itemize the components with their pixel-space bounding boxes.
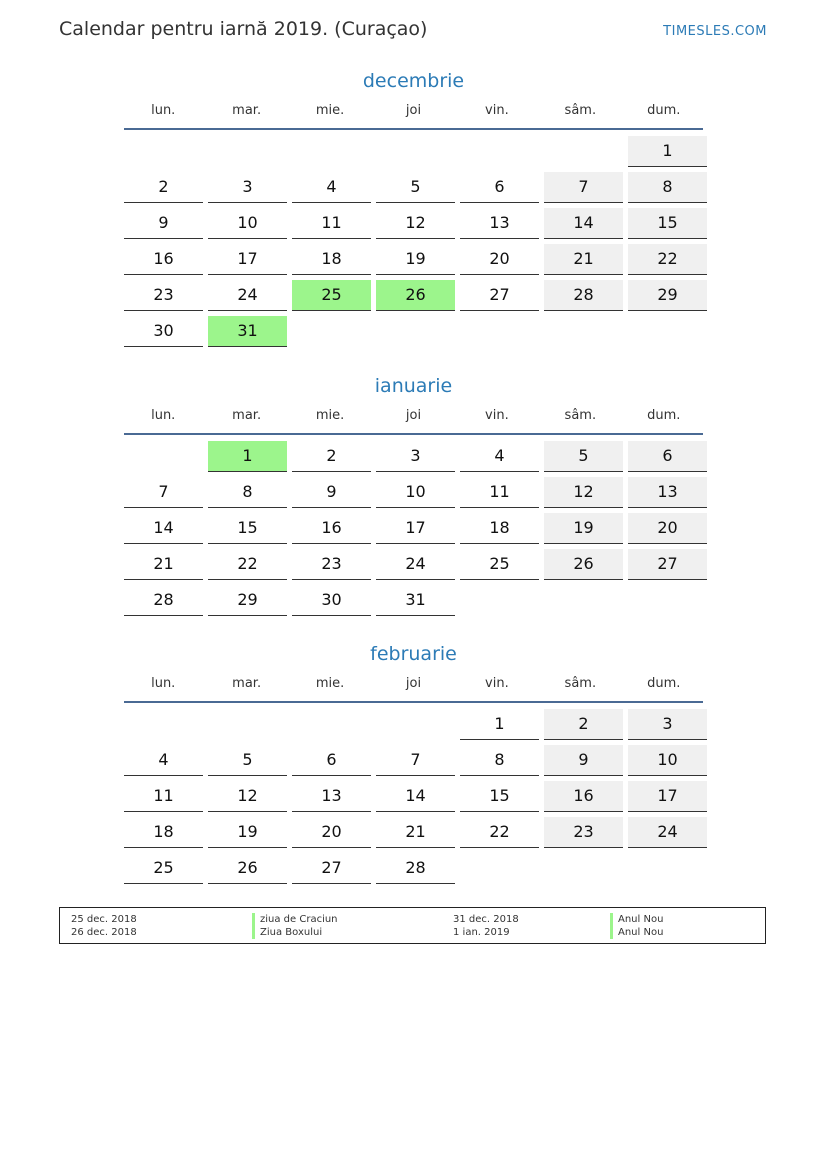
day-number: 19 [376, 244, 455, 275]
legend-date: 1 ian. 2019 [453, 927, 510, 938]
weekday-label: mie. [315, 676, 345, 691]
legend-holiday-name: Anul Nou [610, 913, 663, 926]
day-number: 8 [628, 172, 707, 203]
day-number: 19 [544, 513, 623, 544]
day-cell [628, 510, 707, 546]
day-number: 1 [628, 136, 707, 167]
day-cell [376, 582, 455, 618]
day-cell [376, 169, 455, 205]
weekday-label: vin. [485, 408, 509, 423]
day-number: 10 [208, 208, 287, 239]
day-cell [292, 241, 371, 277]
day-number: 13 [628, 477, 707, 508]
empty-cell [376, 133, 455, 169]
day-cell [460, 510, 539, 546]
day-number: 29 [628, 280, 707, 311]
day-number: 8 [460, 745, 539, 776]
day-number: 14 [376, 781, 455, 812]
empty-cell [292, 133, 371, 169]
day-cell [292, 510, 371, 546]
day-cell [628, 778, 707, 814]
holiday-day: 31 [208, 316, 287, 347]
day-number: 9 [124, 208, 203, 239]
day-number: 9 [544, 745, 623, 776]
day-cell [460, 438, 539, 474]
day-number: 12 [376, 208, 455, 239]
day-number: 15 [628, 208, 707, 239]
day-cell [544, 438, 623, 474]
day-cell [292, 546, 371, 582]
day-cell [460, 546, 539, 582]
legend-holiday-name: Ziua Boxului [252, 926, 322, 939]
day-cell [124, 582, 203, 618]
day-number: 6 [292, 745, 371, 776]
empty-cell [544, 133, 623, 169]
day-cell [124, 313, 203, 349]
day-number: 13 [460, 208, 539, 239]
day-cell [544, 510, 623, 546]
day-cell [460, 706, 539, 742]
day-cell [292, 438, 371, 474]
day-number: 9 [292, 477, 371, 508]
weekday-label: mar. [232, 103, 262, 118]
weekday-header [124, 671, 703, 703]
day-cell [292, 474, 371, 510]
month-december [124, 68, 703, 349]
day-cell [208, 850, 287, 886]
weekday-label: dum. [647, 676, 681, 691]
day-cell [208, 438, 287, 474]
day-cell [124, 546, 203, 582]
day-cell [376, 474, 455, 510]
empty-cell [208, 133, 287, 169]
month-title: ianuarie [374, 375, 453, 397]
day-number: 24 [628, 817, 707, 848]
day-cell [628, 706, 707, 742]
day-cell [124, 241, 203, 277]
day-number: 19 [208, 817, 287, 848]
weekday-label: lun. [151, 408, 176, 423]
day-number: 20 [292, 817, 371, 848]
day-number: 7 [376, 745, 455, 776]
day-number: 12 [208, 781, 287, 812]
day-number: 18 [460, 513, 539, 544]
empty-cell [124, 438, 203, 474]
weekday-label: sâm. [564, 676, 597, 691]
day-cell [628, 133, 707, 169]
empty-cell [124, 706, 203, 742]
weekday-label: joi [405, 676, 422, 691]
day-number: 16 [544, 781, 623, 812]
day-number: 2 [124, 172, 203, 203]
day-cell [460, 474, 539, 510]
day-cell [292, 742, 371, 778]
day-cell [124, 277, 203, 313]
day-cell [124, 205, 203, 241]
day-number: 31 [376, 585, 455, 616]
page-title: Calendar pentru iarnă 2019. (Curaçao) [59, 18, 428, 40]
legend-holiday-name: Anul Nou [610, 926, 663, 939]
day-cell [376, 778, 455, 814]
day-number: 21 [124, 549, 203, 580]
day-cell [460, 277, 539, 313]
day-cell [628, 205, 707, 241]
empty-cell [124, 133, 203, 169]
weekday-label: dum. [647, 103, 681, 118]
day-number: 10 [628, 745, 707, 776]
day-cell [376, 850, 455, 886]
day-cell [124, 474, 203, 510]
holiday-legend [59, 907, 766, 944]
day-number: 28 [544, 280, 623, 311]
day-cell [460, 742, 539, 778]
day-cell [124, 742, 203, 778]
day-cell [628, 474, 707, 510]
day-number: 17 [208, 244, 287, 275]
weekday-label: mie. [315, 103, 345, 118]
day-cell [460, 778, 539, 814]
month-february [124, 641, 703, 886]
day-cell [544, 742, 623, 778]
holiday-day: 25 [292, 280, 371, 311]
day-number: 7 [544, 172, 623, 203]
day-cell [208, 510, 287, 546]
day-number: 5 [376, 172, 455, 203]
day-cell [628, 438, 707, 474]
day-cell [544, 778, 623, 814]
day-cell [208, 582, 287, 618]
day-number: 14 [124, 513, 203, 544]
month-title: februarie [370, 643, 457, 665]
day-number: 25 [460, 549, 539, 580]
weekday-label: joi [405, 408, 422, 423]
day-number: 18 [292, 244, 371, 275]
day-cell [544, 474, 623, 510]
day-cell [208, 814, 287, 850]
day-number: 21 [376, 817, 455, 848]
weekday-label: mar. [232, 676, 262, 691]
day-number: 4 [292, 172, 371, 203]
day-number: 15 [460, 781, 539, 812]
day-number: 6 [628, 441, 707, 472]
day-number: 22 [628, 244, 707, 275]
weekday-label: sâm. [564, 103, 597, 118]
day-cell [544, 546, 623, 582]
day-number: 13 [292, 781, 371, 812]
day-cell [544, 706, 623, 742]
day-number: 11 [292, 208, 371, 239]
day-number: 3 [628, 709, 707, 740]
day-cell [460, 241, 539, 277]
day-number: 30 [292, 585, 371, 616]
legend-date: 26 dec. 2018 [71, 927, 137, 938]
day-cell [376, 510, 455, 546]
day-cell [292, 169, 371, 205]
day-number: 14 [544, 208, 623, 239]
empty-cell [292, 706, 371, 742]
day-cell [208, 546, 287, 582]
day-number: 3 [376, 441, 455, 472]
day-number: 16 [124, 244, 203, 275]
holiday-day: 1 [208, 441, 287, 472]
day-number: 8 [208, 477, 287, 508]
day-cell [376, 814, 455, 850]
day-cell [292, 814, 371, 850]
day-cell [376, 438, 455, 474]
weekday-label: sâm. [564, 408, 597, 423]
empty-cell [376, 706, 455, 742]
day-number: 28 [124, 585, 203, 616]
weekday-label: vin. [485, 103, 509, 118]
day-number: 22 [460, 817, 539, 848]
day-number: 24 [376, 549, 455, 580]
day-cell [628, 241, 707, 277]
day-number: 16 [292, 513, 371, 544]
weekday-label: mie. [315, 408, 345, 423]
day-cell [124, 850, 203, 886]
day-number: 3 [208, 172, 287, 203]
day-number: 27 [460, 280, 539, 311]
day-number: 29 [208, 585, 287, 616]
weekday-header [124, 98, 703, 130]
day-cell [292, 205, 371, 241]
day-cell [208, 241, 287, 277]
day-number: 21 [544, 244, 623, 275]
day-cell [544, 205, 623, 241]
weekday-header [124, 403, 703, 435]
day-cell [376, 546, 455, 582]
day-number: 1 [460, 709, 539, 740]
day-cell [544, 277, 623, 313]
day-cell [628, 277, 707, 313]
day-cell [208, 277, 287, 313]
month-title: decembrie [362, 70, 465, 92]
day-number: 24 [208, 280, 287, 311]
day-cell [208, 205, 287, 241]
day-cell [376, 241, 455, 277]
day-cell [208, 742, 287, 778]
day-cell [628, 742, 707, 778]
day-number: 4 [460, 441, 539, 472]
day-cell [376, 742, 455, 778]
day-cell [544, 241, 623, 277]
brand-link[interactable]: TIMESLES.COM [663, 24, 767, 39]
weekday-label: lun. [151, 676, 176, 691]
day-number: 6 [460, 172, 539, 203]
day-number: 5 [544, 441, 623, 472]
legend-date: 31 dec. 2018 [453, 914, 519, 925]
month-january [124, 373, 703, 618]
weekday-label: joi [405, 103, 422, 118]
day-cell [124, 778, 203, 814]
day-number: 17 [376, 513, 455, 544]
day-grid [124, 438, 703, 618]
empty-cell [460, 133, 539, 169]
day-number: 2 [544, 709, 623, 740]
day-number: 28 [376, 853, 455, 884]
day-cell [544, 169, 623, 205]
holiday-day: 26 [376, 280, 455, 311]
day-cell [292, 582, 371, 618]
day-number: 5 [208, 745, 287, 776]
day-cell [628, 169, 707, 205]
day-number: 20 [628, 513, 707, 544]
day-cell [124, 814, 203, 850]
day-number: 7 [124, 477, 203, 508]
day-number: 10 [376, 477, 455, 508]
day-cell [460, 169, 539, 205]
empty-cell [208, 706, 287, 742]
day-cell [460, 205, 539, 241]
day-number: 23 [544, 817, 623, 848]
day-number: 26 [208, 853, 287, 884]
day-number: 23 [124, 280, 203, 311]
day-cell [292, 778, 371, 814]
day-cell [124, 169, 203, 205]
day-number: 18 [124, 817, 203, 848]
day-cell [208, 313, 287, 349]
weekday-label: vin. [485, 676, 509, 691]
day-number: 4 [124, 745, 203, 776]
day-cell [376, 205, 455, 241]
day-grid [124, 133, 703, 349]
weekday-label: lun. [151, 103, 176, 118]
day-cell [628, 546, 707, 582]
legend-holiday-name: ziua de Craciun [252, 913, 338, 926]
day-number: 27 [628, 549, 707, 580]
weekday-label: dum. [647, 408, 681, 423]
legend-date: 25 dec. 2018 [71, 914, 137, 925]
day-cell [544, 814, 623, 850]
day-cell [208, 169, 287, 205]
day-cell [292, 850, 371, 886]
day-number: 30 [124, 316, 203, 347]
weekday-label: mar. [232, 408, 262, 423]
day-number: 12 [544, 477, 623, 508]
day-number: 27 [292, 853, 371, 884]
day-number: 11 [124, 781, 203, 812]
day-grid [124, 706, 703, 886]
day-number: 23 [292, 549, 371, 580]
day-cell [376, 277, 455, 313]
day-number: 20 [460, 244, 539, 275]
day-cell [208, 778, 287, 814]
day-number: 25 [124, 853, 203, 884]
day-cell [460, 814, 539, 850]
day-number: 26 [544, 549, 623, 580]
day-cell [292, 277, 371, 313]
day-number: 2 [292, 441, 371, 472]
day-cell [208, 474, 287, 510]
day-number: 22 [208, 549, 287, 580]
day-number: 17 [628, 781, 707, 812]
day-cell [628, 814, 707, 850]
day-number: 15 [208, 513, 287, 544]
day-number: 11 [460, 477, 539, 508]
day-cell [124, 510, 203, 546]
